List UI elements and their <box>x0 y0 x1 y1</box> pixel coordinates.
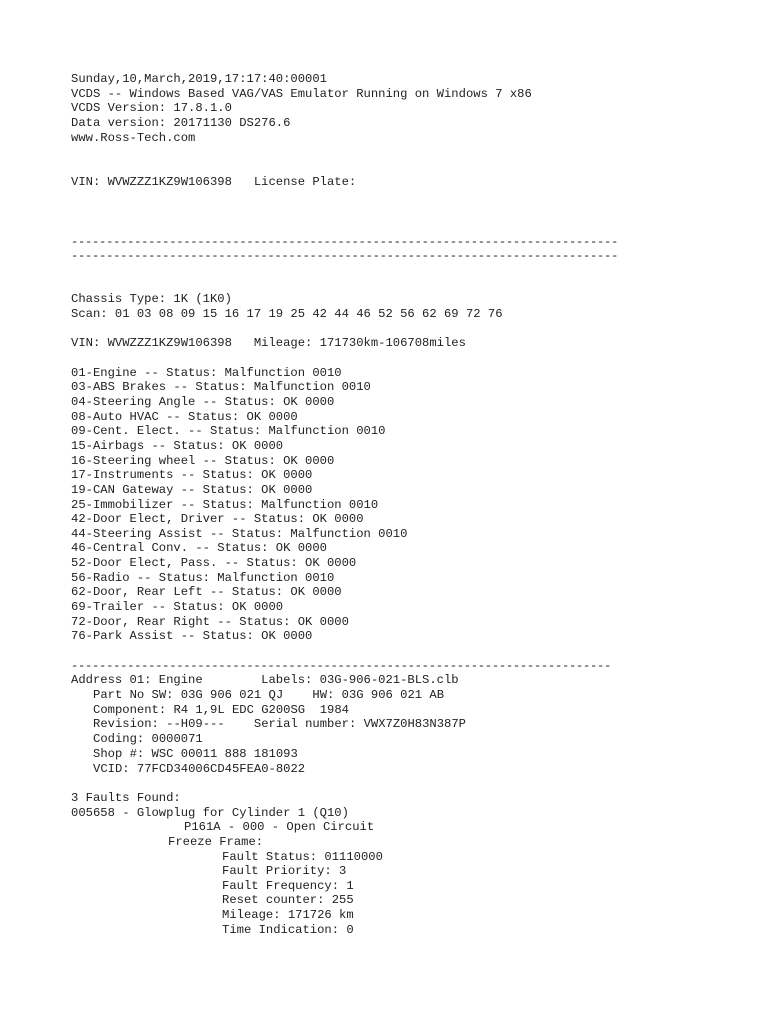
module-status-line: 04-Steering Angle -- Status: OK 0000 <box>71 395 335 409</box>
reset-counter: Reset counter: 255 <box>222 893 354 907</box>
website: www.Ross-Tech.com <box>71 131 196 145</box>
module-status-line: 16-Steering wheel -- Status: OK 0000 <box>71 454 335 468</box>
component: Component: R4 1,9L EDC G200SG 1984 <box>93 703 349 717</box>
fault-frequency: Fault Frequency: 1 <box>222 879 354 893</box>
freeze-frame-label: Freeze Frame: <box>168 835 264 849</box>
data-version: Data version: 20171130 DS276.6 <box>71 116 291 130</box>
vin-license-line: VIN: WVWZZZ1KZ9W106398 License Plate: <box>71 175 357 189</box>
module-status-line: 03-ABS Brakes -- Status: Malfunction 0010 <box>71 380 371 394</box>
module-status-line: 72-Door, Rear Right -- Status: OK 0000 <box>71 615 349 629</box>
module-status-line: 62-Door, Rear Left -- Status: OK 0000 <box>71 585 342 599</box>
module-status-line: 56-Radio -- Status: Malfunction 0010 <box>71 571 335 585</box>
module-status-line: 01-Engine -- Status: Malfunction 0010 <box>71 366 342 380</box>
address-heading: Address 01: Engine Labels: 03G-906-021-BLS.clb <box>71 673 459 687</box>
chassis-type: Chassis Type: 1K (1K0) <box>71 292 232 306</box>
separator-2: ------------------------------------------------------------------------------ <box>71 249 619 263</box>
module-status-line: 76-Park Assist -- Status: OK 0000 <box>71 629 313 643</box>
fault-code: P161A - 000 - Open Circuit <box>184 820 375 834</box>
shop-number: Shop #: WSC 00011 888 181093 <box>93 747 298 761</box>
module-status-line: 69-Trailer -- Status: OK 0000 <box>71 600 284 614</box>
module-status-line: 17-Instruments -- Status: OK 0000 <box>71 468 313 482</box>
module-status-line: 09-Cent. Elect. -- Status: Malfunction 0010 <box>71 424 386 438</box>
fault-status: Fault Status: 01110000 <box>222 850 383 864</box>
module-status-line: 52-Door Elect, Pass. -- Status: OK 0000 <box>71 556 357 570</box>
module-status-line: 25-Immobilizer -- Status: Malfunction 0010 <box>71 498 379 512</box>
module-status-line: 42-Door Elect, Driver -- Status: OK 0000 <box>71 512 364 526</box>
fault-mileage: Mileage: 171726 km <box>222 908 354 922</box>
module-status-line: 08-Auto HVAC -- Status: OK 0000 <box>71 410 298 424</box>
report-timestamp: Sunday,10,March,2019,17:17:40:00001 <box>71 72 327 86</box>
scan-list: Scan: 01 03 08 09 15 16 17 19 25 42 44 46 52 56 62 69 72 76 <box>71 307 503 321</box>
module-status-line: 15-Airbags -- Status: OK 0000 <box>71 439 284 453</box>
time-indication: Time Indication: 0 <box>222 923 354 937</box>
product-line: VCDS -- Windows Based VAG/VAS Emulator Running on Windows 7 x86 <box>71 87 532 101</box>
separator-1: ------------------------------------------------------------------------------ <box>71 235 619 249</box>
vcid: VCID: 77FCD34006CD45FEA0-8022 <box>93 762 306 776</box>
fault-priority: Fault Priority: 3 <box>222 864 347 878</box>
module-status-line: 44-Steering Assist -- Status: Malfunction 0010 <box>71 527 408 541</box>
module-status-line: 19-CAN Gateway -- Status: OK 0000 <box>71 483 313 497</box>
vin-mileage-line: VIN: WVWZZZ1KZ9W106398 Mileage: 171730km-106708miles <box>71 336 466 350</box>
separator-3: ----------------------------------------------------------------------------- <box>71 659 612 673</box>
coding: Coding: 0000071 <box>93 732 203 746</box>
fault-entry: 005658 - Glowplug for Cylinder 1 (Q10) <box>71 806 349 820</box>
revision-serial: Revision: --H09--- Serial number: VWX7Z0H83N387P <box>93 717 466 731</box>
module-status-line: 46-Central Conv. -- Status: OK 0000 <box>71 541 327 555</box>
part-number: Part No SW: 03G 906 021 QJ HW: 03G 906 021 AB <box>93 688 445 702</box>
faults-summary: 3 Faults Found: <box>71 791 181 805</box>
vcds-version: VCDS Version: 17.8.1.0 <box>71 101 232 115</box>
